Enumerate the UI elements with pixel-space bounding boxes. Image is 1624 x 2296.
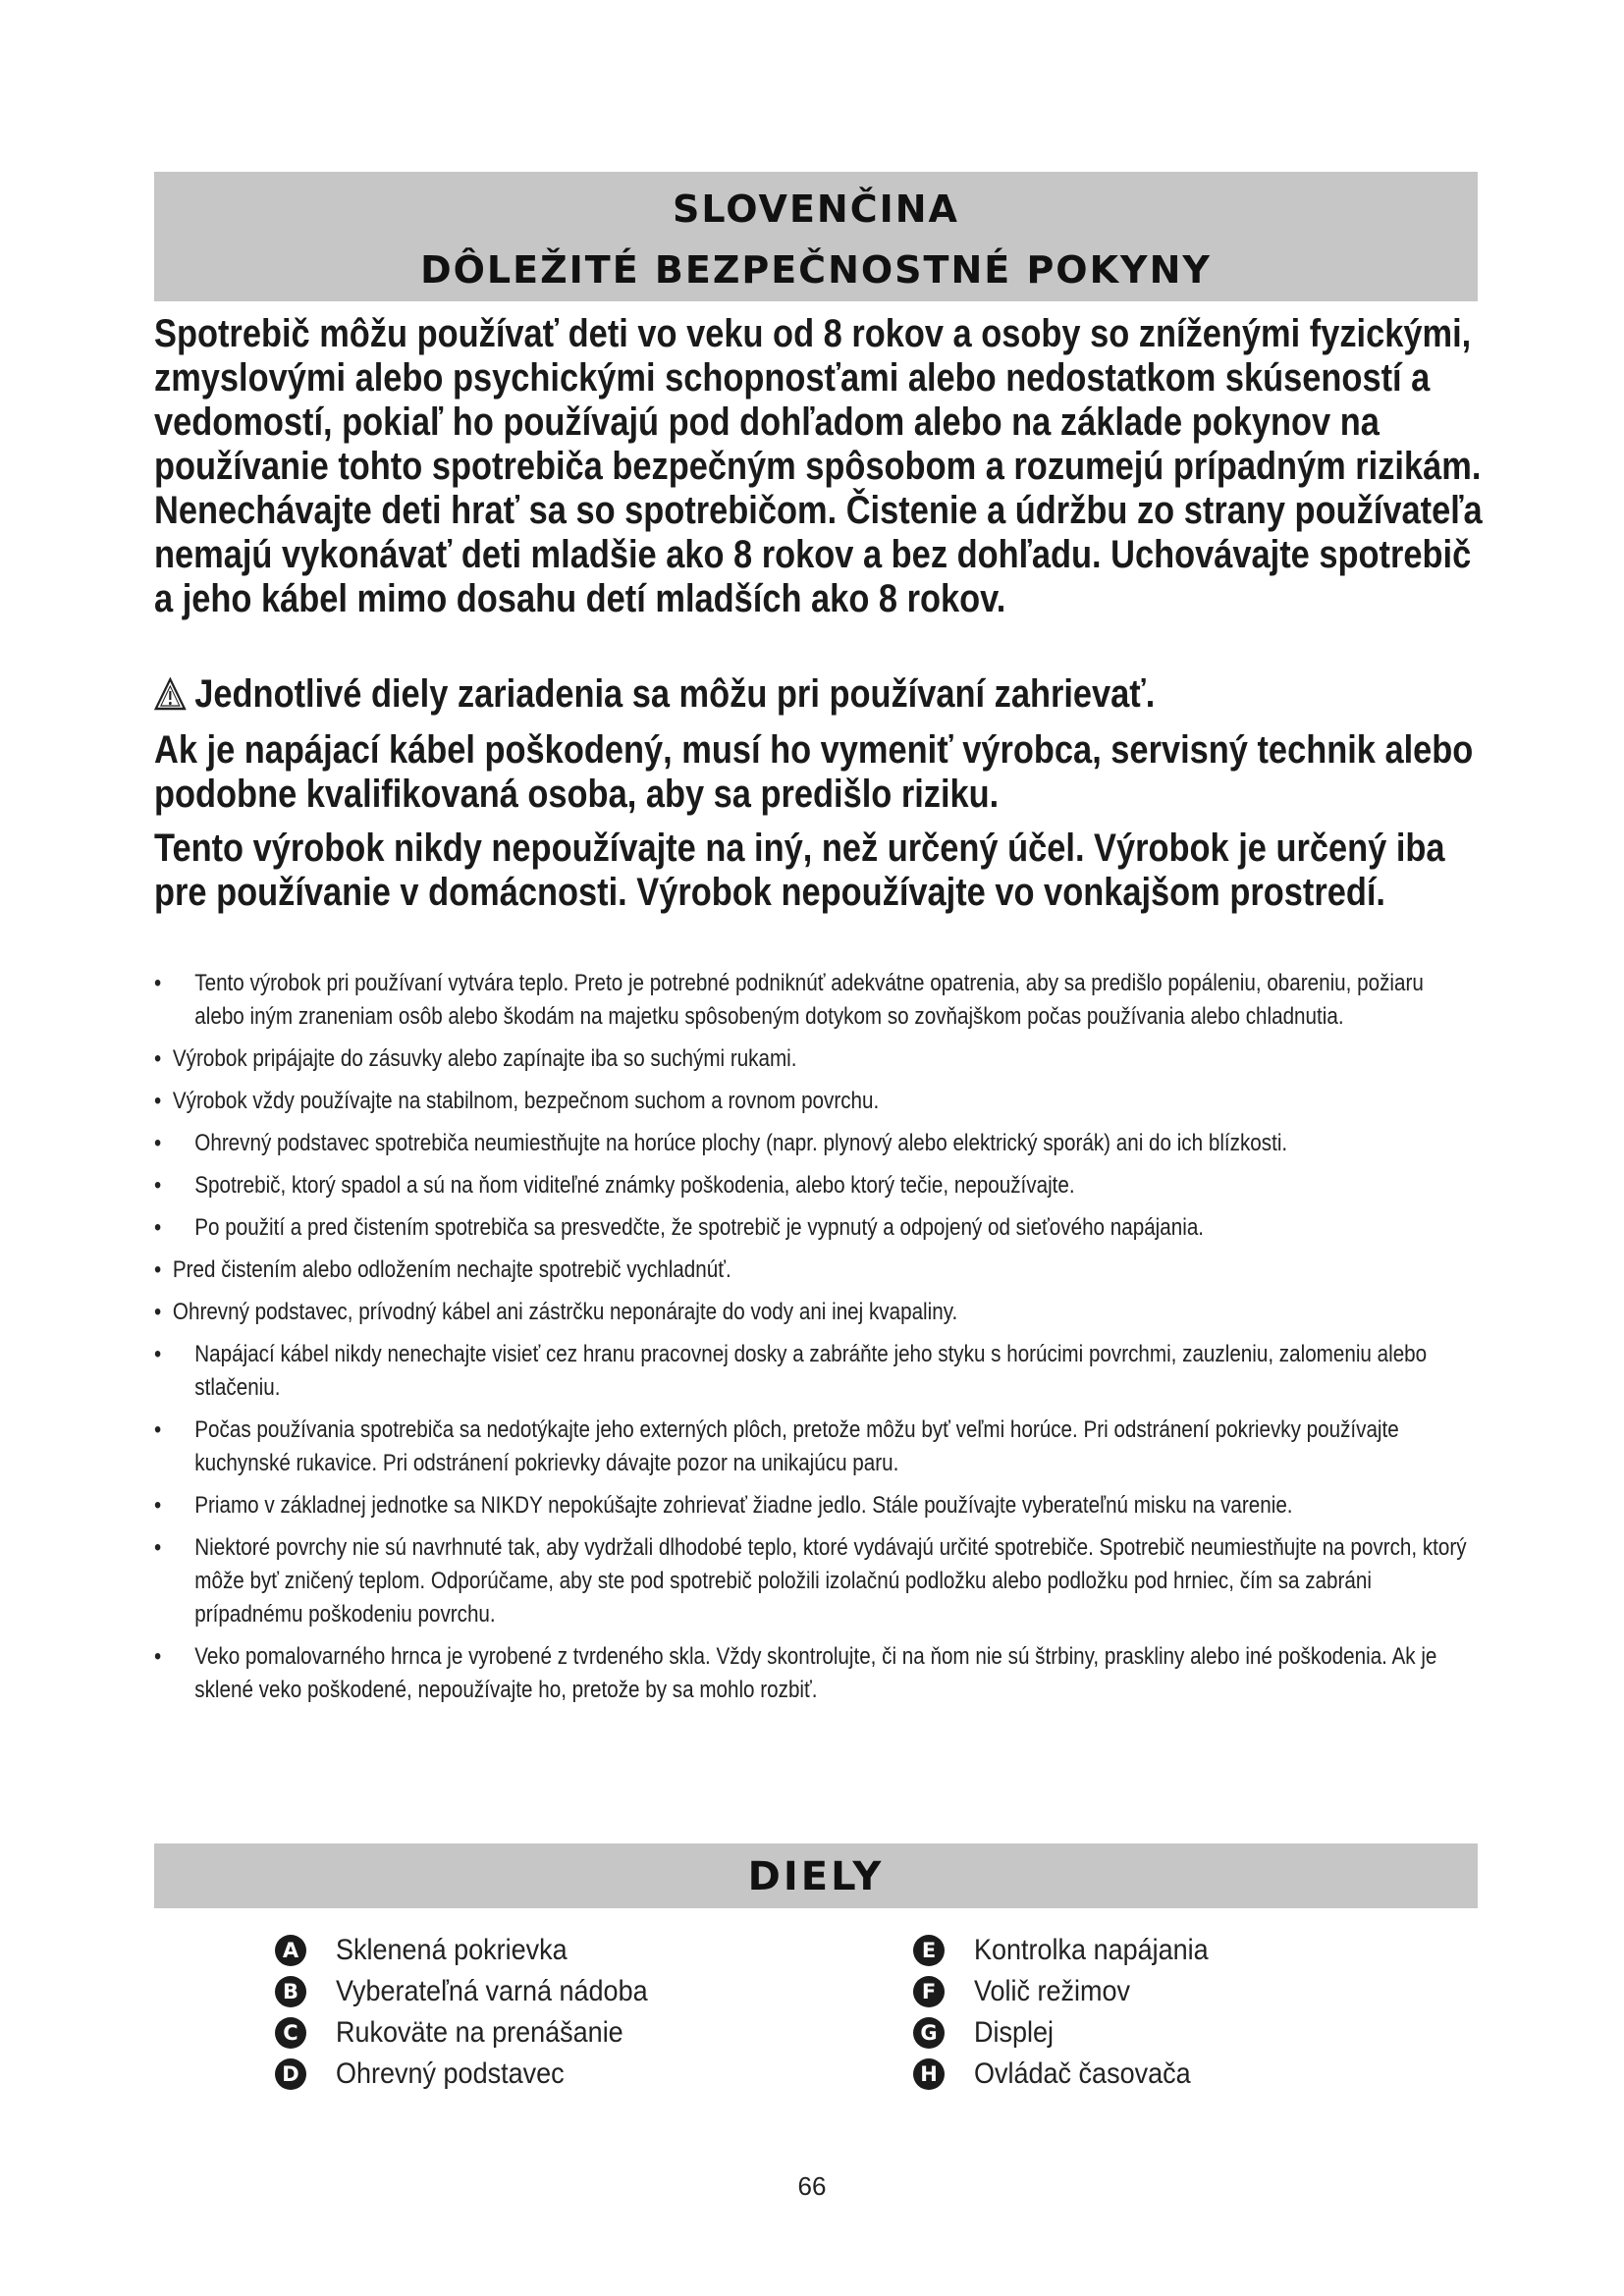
parts-title: DIELY	[747, 1854, 885, 1899]
list-item: • Po použití a pred čistením spotrebiča sa presvedčte, že spotrebič je vypnutý a odpojený od sieťového napájania.	[154, 1214, 1205, 1241]
list-item: • Napájací kábel nikdy nenechajte visieť cez hranu pracovnej dosky a zabráňte jeho styku s horúcimi povrchmi, zauzleniu, zalomeniu alebo stlačeniu.	[154, 1341, 1428, 1401]
safety-intro: Spotrebič môžu používať deti vo veku od 8 rokov a osoby so zníženými fyzickými, zmyslovými alebo psychickými schopnosťami alebo nedostatkom skúseností a vedomostí, pokiaľ ho používajú pod dohľadom alebo na základe pokynov na používanie tohto spotrebiča bezpečným spôsobom a rozumejú prípadným rizikám. Nenechávajte deti hrať sa so spotrebičom. Čistenie a údržbu zo strany používateľa nemajú vykonávať deti mladšie ako 8 rokov a bez dohľadu. Uchovávajte spotrebič a jeho kábel mimo dosahu detí mladších ako 8 rokov.	[154, 312, 1483, 620]
list-item: • Tento výrobok pri používaní vytvára teplo. Preto je potrebné podniknúť adekvátne opatrenia, aby sa predišlo popáleniu, obareniu, požiaru alebo iným zraneniam osôb alebo škodám na majetku spôsobeným dotykom so zovňajškom počas používania alebo chladnutia.	[154, 970, 1424, 1030]
list-item: • Priamo v základnej jednotke sa NIKDY nepokúšajte zohrievať žiadne jedlo. Stále používajte vyberateľnú misku na varenie.	[154, 1492, 1293, 1519]
list-item: • Výrobok pripájajte do zásuvky alebo zapínajte iba so suchými rukami.	[154, 1045, 797, 1072]
safety-title: DÔLEŽITÉ BEZPEČNOSTNÉ POKYNY	[420, 248, 1212, 292]
letter-badge-icon: A	[275, 1935, 306, 1966]
hot-parts-text: Jednotlivé diely zariadenia sa môžu pri používaní zahrievať.	[194, 672, 1156, 716]
list-item: • Niektoré povrchy nie sú navrhnuté tak, aby vydržali dlhodobé teplo, ktoré vydávajú určité spotrebiče. Spotrebič neumiestňujte na povrch, ktorý môže byť zničený teplom. Odporúčame, aby ste pod spotrebič položili izolačnú podložku alebo podložku pod hrniec, čím sa zabráni prípadnému poškodeniu povrchu.	[154, 1534, 1467, 1628]
letter-badge-icon: F	[913, 1976, 945, 2007]
letter-badge-icon: B	[275, 1976, 306, 2007]
letter-badge-icon: H	[913, 2058, 945, 2090]
list-item: • Veko pomalovarného hrnca je vyrobené z tvrdeného skla. Vždy skontrolujte, či na ňom nie sú štrbiny, praskliny alebo iné poškodenia. Ak je sklené veko poškodené, nepoužívajte ho, pretože by sa mohlo rozbiť.	[154, 1643, 1437, 1703]
section-header	[154, 172, 1478, 301]
cable-warning: Ak je napájací kábel poškodený, musí ho vymeniť výrobca, servisný technik alebo podobne kvalifikovaná osoba, aby sa predišlo riziku.	[154, 728, 1474, 816]
language-heading: SLOVENČINA	[673, 187, 959, 231]
hot-parts-warning	[154, 672, 1489, 717]
letter-badge-icon: G	[913, 2017, 945, 2049]
page-number: 66	[797, 2171, 827, 2201]
letter-badge-icon: E	[913, 1935, 945, 1966]
list-item: • Spotrebič, ktorý spadol a sú na ňom viditeľné známky poškodenia, alebo ktorý tečie, nepoužívajte.	[154, 1172, 1075, 1199]
usage-warning: Tento výrobok nikdy nepoužívajte na iný, než určený účel. Výrobok je určený iba pre používanie v domácnosti. Výrobok nepoužívajte vo vonkajšom prostredí.	[154, 827, 1445, 914]
list-item: • Výrobok vždy používajte na stabilnom, bezpečnom suchom a rovnom povrchu.	[154, 1088, 880, 1114]
list-item: • Ohrevný podstavec spotrebiča neumiestňujte na horúce plochy (napr. plynový alebo elektrický sporák) ani do ich blízkosti.	[154, 1130, 1288, 1156]
letter-badge-icon: C	[275, 2017, 306, 2049]
list-item: • Počas používania spotrebiča sa nedotýkajte jeho externých plôch, pretože môžu byť veľmi horúce. Pri odstránení pokrievky používajte kuchynské rukavice. Pri odstránení pokrievky dávajte pozor na unikajúcu paru.	[154, 1416, 1399, 1476]
warning-triangle-icon	[154, 676, 187, 710]
list-item: • Ohrevný podstavec, prívodný kábel ani zástrčku neponárajte do vody ani inej kvapaliny.	[154, 1299, 958, 1325]
parts-header	[154, 1843, 1478, 1908]
list-item: • Pred čistením alebo odložením nechajte spotrebič vychladnúť.	[154, 1256, 731, 1283]
letter-badge-icon: D	[275, 2058, 306, 2090]
safety-bullet-list	[154, 967, 1472, 1716]
